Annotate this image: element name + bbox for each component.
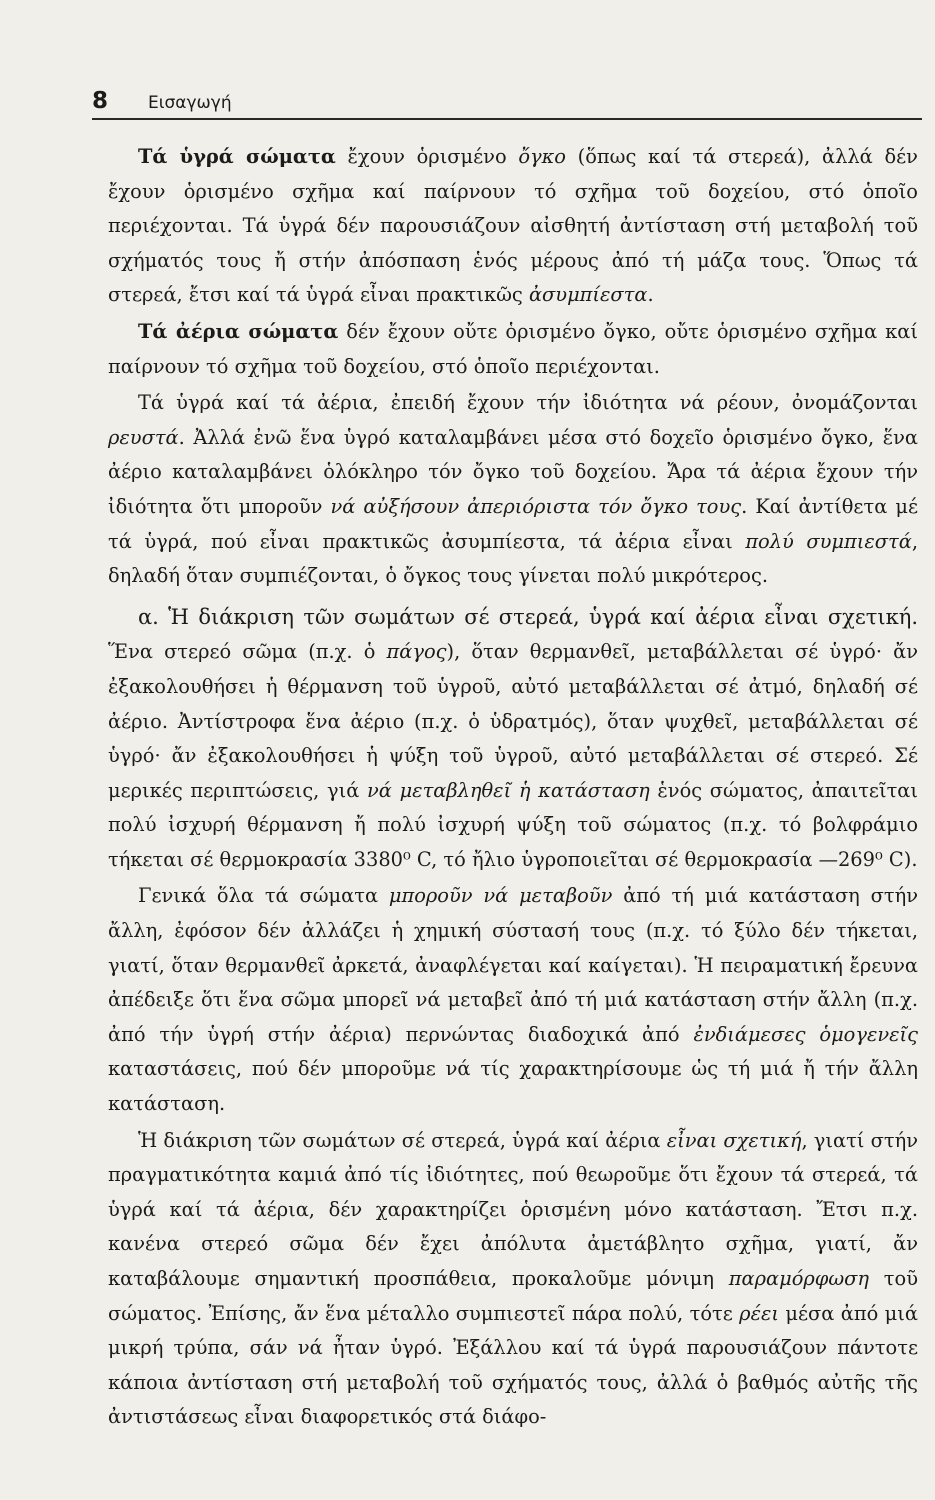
paragraph-fluids [108,386,918,594]
text-segment: , δηλαδή ὅταν συμπιέζονται, ὁ ὄγκος τους γίνεται πολύ μικρότερος. [108,529,918,588]
italic-flows: ρέει [739,1301,779,1325]
term-gases: Τά ἀέρια σώματα [138,319,339,343]
text-segment: , γιατί στήν πραγματικότητα καμιά ἀπό τίς ἰδιότητες, πού θεωροῦμε ὅτι ἔχουν τά στερεά, τά ὑγρά καί τά ἀέρια, δέν χαρακτηρίζει ὁρισμένη μόνο κατάσταση. Ἔτσι π.χ. κανένα στερεό σῶμα δέν ἔχει ἀπόλυτα ἀμετάβλητο σχῆμα, γιατί, ἄν καταβάλουμε σημαντική προσπάθεια, προκαλοῦμε μόνιμη [108,1128,918,1290]
body-text [108,140,918,1435]
text-segment: ἀπό τή μιά κατάσταση στήν ἄλλη, ἐφόσον δέν ἀλλάζει ἡ χημική σύστασή τους (π.χ. τό ξύλο δέν τήκεται, γιατί, ὅταν θερμανθεῖ ἀρκετά, ἀναφλέγεται καί καίγεται). Ἡ πειραματική ἔρευνα ἀπέδειξε ὅτι ἕνα σῶμα μπορεῖ νά μεταβεῖ ἀπό τή μιά κατάσταση στήν ἄλλη (π.χ. ἀπό τήν ὑγρή στήν ἀέρια) περνώντας διαδοχικά ἀπό [108,884,918,1046]
paragraph-gases [108,315,918,384]
italic-is-relative: εἶναι σχετική [666,1128,802,1152]
text-segment: . Καί ἀντίθετα μέ τά ὑγρά, πού εἶναι πρακτικῶς ἀσυμπίεστα, τά ἀέρια εἶναι [108,494,918,553]
italic-deformation: παραμόρφωση [728,1267,870,1290]
text-segment: Γενικά ὅλα τά σώματα [138,884,389,908]
paragraph-relative [108,1124,918,1435]
italic-ice: πάγος [386,640,447,664]
text-segment: Ἕνα στερεό σῶμα (π.χ. ὁ [108,640,387,664]
text-segment: Ἡ διάκριση τῶν σωμάτων σέ στερεά, ὑγρά καί ἀέρια [138,1128,667,1152]
text-segment: Τά ὑγρά καί τά ἀέρια, ἐπειδή ἔχουν τήν ἰδιότητα νά ρέουν, ὀνομάζονται [138,391,918,415]
text-segment: ἔχουν ὁρισμένο [335,145,519,168]
page-header [92,86,922,120]
italic-incompressible: ἀσυμπίεστα [528,283,648,307]
text-segment: ἑνός σώματος, ἀπαιτεῖται πολύ ἰσχυρή θέρμανση ἤ πολύ ἰσχυρή ψύξη τοῦ σώματος (π.χ. τό βολφράμιο τήκεται σέ θερμοκρασία 3380⁰ C, τό ἤλιο ὑγροποιεῖται σέ θερμοκρασία —269⁰ C). [108,778,918,871]
text-segment: ), ὅταν θερμανθεῖ, μεταβάλλεται σέ ὑγρό· ἄν ἐξακολουθήσει ἡ θέρμανση τοῦ ὑγροῦ, αὐτό μεταβάλλεται σέ ἀτμό, δηλαδή σέ ἀέριο. Ἀντίστροφα ἕνα ἀέριο (π.χ. ὁ ὑδρατμός), ὅταν ψυχθεῖ, μεταβάλλεται σέ ὑγρό· ἄν ἐξακολουθήσει ἡ ψύξη τοῦ ὑγροῦ, αὐτό μεταβάλλεται σέ στερεό. Σέ μερικές περιπτώσεις, γιά [108,640,919,802]
text-segment: δέν ἔχουν οὔτε ὁρισμένο ὄγκο, οὔτε ὁρισμένο σχῆμα καί παίρνουν τό σχῆμα τοῦ δοχείου, στό ὁποῖο περιέχονται. [108,319,918,378]
term-liquids: Τά ὑγρά σώματα [138,145,336,168]
italic-compressible: πολύ συμπιεστά [745,529,912,553]
paragraph-general [108,879,918,1121]
italic-change-state: νά μεταβληθεῖ ἡ κατάσταση [367,778,650,802]
paragraph-liquids [108,140,918,313]
text-segment: τοῦ σώματος. Ἐπίσης, ἄν ἕνα μέταλλο συμπιεστεῖ πάρα πολύ, τότε [108,1267,918,1325]
italic-fluids: ρευστά [108,425,179,449]
italic-can-transition: μποροῦν νά μεταβοῦν [388,884,613,908]
italic-expand-volume: νά αὐξήσουν ἀπεριόριστα τόν ὄγκο τους [330,494,742,518]
italic-intermediate: ἐνδιάμεσες ὁμογενεῖς [693,1022,919,1046]
italic-volume: ὄγκο [518,145,566,168]
page-number: 8 [92,88,109,114]
paragraph-section-a [108,600,918,878]
text-segment: . Ἀλλά ἐνῶ ἕνα ὑγρό καταλαμβάνει μέσα στό δοχεῖο ὁρισμένο ὄγκο, ἕνα ἀέριο καταλαμβάνει ὁλόκληρο τόν ὄγκο τοῦ δοχείου. Ἄρα τά ἀέρια ἔχουν τήν ἰδιότητα ὅτι μποροῦν [108,425,918,518]
text-segment: καταστάσεις, πού δέν μποροῦμε νά τίς χαρακτηρίσουμε ὡς τή μιά ἤ τήν ἄλλη κατάσταση. [108,1057,918,1116]
text-segment: μέσα ἀπό μιά μικρή τρύπα, σάν νά ἦταν ὑγρό. Ἐξάλλου καί τά ὑγρά παρουσιάζουν πάντοτε κάποια ἀντίσταση στή μεταβολή τοῦ σχήματός τους, ἀλλά ὁ βαθμός αὐτῆς τῆς ἀντιστάσεως εἶναι διαφορετικός στά διάφο- [108,1301,918,1429]
text-segment: . [647,283,654,307]
running-head: Εισαγωγή [148,93,232,113]
text-segment: (ὅπως καί τά στερεά), ἀλλά δέν ἔχουν ὁρισμένο σχῆμα καί παίρνουν τό σχῆμα τοῦ δοχείου, στό ὁποῖο περιέχονται. Τά ὑγρά δέν παρουσιάζουν αἰσθητή ἀντίσταση στή μεταβολή τοῦ σχήματός τους ἤ στήν ἀπόσπαση ἑνός μέρους ἀπό τή μάζα τους. Ὅπως τά στερεά, ἔτσι καί τά ὑγρά εἶναι πρακτικῶς [108,145,918,307]
section-a-heading: α. Ἡ διάκριση τῶν σωμάτων σέ στερεά, ὑγρά καί ἀέρια εἶναι σχετική. [138,604,918,629]
